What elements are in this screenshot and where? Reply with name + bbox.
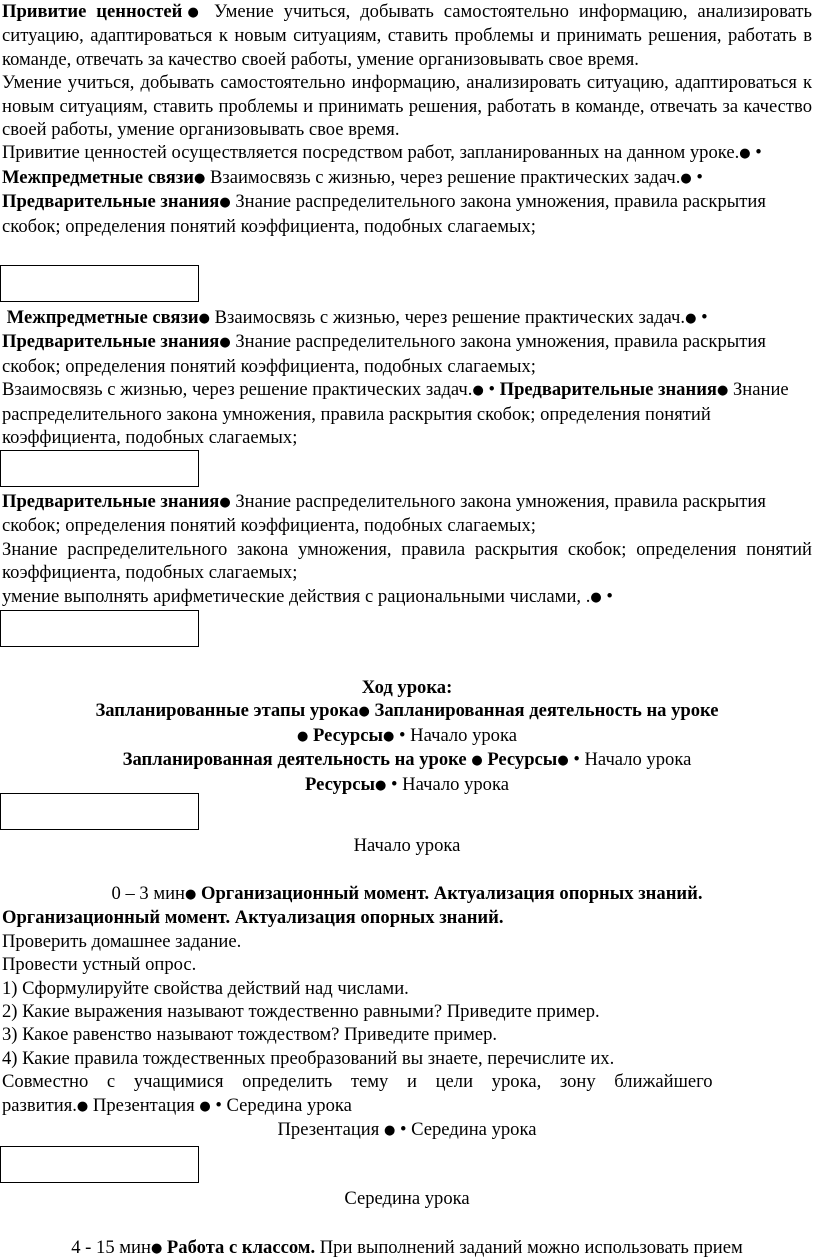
small-bullet-icon: • <box>696 166 703 188</box>
section-values <box>2 0 812 238</box>
start-label <box>2 834 812 857</box>
bullet-icon: ● <box>185 887 197 902</box>
bullet-icon: ● <box>557 753 569 769</box>
paragraph <box>2 585 812 609</box>
bold-term: Запланированная деятельность на уроке <box>122 749 472 771</box>
text: Знание распределительного закона умножения, правила раскрытия скобок; определения понятий коэффициента, подобных слагаемых; <box>2 191 766 237</box>
bold-term: Ресурсы <box>482 749 558 771</box>
bullet-icon: ● <box>182 5 205 20</box>
bullet-icon: ● <box>199 1098 211 1114</box>
bold-term: Предварительные знания <box>499 379 717 401</box>
small-bullet-icon: • <box>755 142 762 164</box>
list-item: 4) Какие правила тождественных преобразований вы знаете, перечислите их. <box>2 1047 615 1069</box>
bold-term: Предварительные знания <box>2 191 220 213</box>
bullet-icon: ● <box>383 728 395 744</box>
bullet-icon: ● <box>383 1123 396 1139</box>
paragraph <box>2 0 812 71</box>
empty-frame-box <box>0 793 199 830</box>
stage-title-line <box>2 882 812 906</box>
paragraph <box>2 1118 812 1142</box>
text: Середина урока <box>221 1094 352 1116</box>
bold-term: Предварительные знания <box>2 331 220 353</box>
text: При выполнений заданий можно использовать прием <box>315 1237 743 1258</box>
lesson-heading <box>2 676 812 699</box>
bullet-icon: ● <box>716 383 729 399</box>
bold-term: Ресурсы <box>304 773 375 795</box>
text: Начало урока <box>397 773 509 795</box>
list-item: 3) Какое равенство называют тождеством? Приведите пример. <box>2 1024 498 1046</box>
paragraph <box>2 724 812 748</box>
text: Умение учиться, добывать самостоятельно информацию, анализировать ситуацию, адаптироваться к новым ситуациям, ставить проблемы и принимать решения, работать в команде, отвечать за качество своей работы, умение организовывать свое время. <box>2 1 813 70</box>
bullet-icon: ● <box>680 170 692 186</box>
text: Знание распределительного закона умножения, правила раскрытия скобок; определения понятий коэффициента, подобных слагаемых; <box>2 331 766 377</box>
small-bullet-icon: • <box>391 773 398 795</box>
list-item: 2) Какие выражения называют тождественно равными? Приведите пример. <box>2 1001 600 1023</box>
bullet-icon: ● <box>472 383 484 399</box>
stage-1 <box>2 882 812 1142</box>
middle-label <box>2 1187 812 1210</box>
bold-term: Запланированная деятельность на уроке <box>369 700 719 722</box>
text: Взаимосвязь с жизнью, через решение практических задач. <box>209 307 686 328</box>
small-bullet-icon: • <box>399 1119 407 1141</box>
stage-2 <box>2 1236 812 1260</box>
section-prior-knowledge <box>2 490 812 609</box>
text: Умение учиться, добывать самостоятельно информацию, анализировать ситуацию, адаптироваться к новым ситуациям, ставить проблемы и принимать решения, работать в команде, отвечать за качество своей работы, умение организовывать свое время. <box>2 72 812 141</box>
text: Середина урока <box>406 1119 537 1141</box>
stage-title-repeat <box>2 906 812 929</box>
bold-term: Межпредметные связи <box>6 307 199 328</box>
bold-term: Предварительные знания <box>2 491 220 512</box>
empty-frame-box <box>0 265 199 302</box>
text: Взаимосвязь с жизнью, через решение практических задач. <box>2 379 473 401</box>
text: Презентация <box>88 1094 200 1116</box>
text: Начало урока <box>353 835 461 856</box>
paragraph <box>2 490 812 538</box>
bullet-icon: ● <box>219 495 231 510</box>
bold-term: Запланированные этапы урока <box>95 700 359 722</box>
text: Презентация <box>277 1119 384 1141</box>
bullet-icon: ● <box>150 1241 163 1256</box>
bold-term: Организационный момент. Актуализация опорных знаний. <box>196 883 703 904</box>
text: Совместно с учащимися определить тему и цели урока, зону ближайшего развития. <box>2 1071 713 1116</box>
empty-frame-box <box>0 450 199 487</box>
paragraph <box>2 378 812 449</box>
bullet-icon: ● <box>685 311 697 326</box>
paragraph <box>2 1070 812 1118</box>
paragraph <box>2 141 812 238</box>
small-bullet-icon: • <box>399 724 406 746</box>
text: Привитие ценностей осуществляется посредством работ, запланированных на данном уроке. <box>2 142 740 164</box>
text: Взаимосвязь с жизнью, через решение практических задач. <box>205 166 681 188</box>
text: Середина урока <box>344 1188 470 1209</box>
small-bullet-icon: • <box>573 749 580 771</box>
small-bullet-icon: • <box>488 379 495 401</box>
paragraph <box>2 699 812 723</box>
text: Знание распределительного закона умножения, правила раскрытия скобок; определения понятий коэффициента, подобных слагаемых; <box>2 379 789 449</box>
list-item: 1) Сформулируйте свойства действий над числами. <box>2 977 409 999</box>
bold-term: Ресурсы <box>312 724 383 746</box>
text: Начало урока <box>579 749 692 771</box>
stage-time: 0 – 3 мин <box>111 883 186 904</box>
bullet-icon: ● <box>590 589 602 605</box>
small-bullet-icon: • <box>701 307 708 328</box>
bold-term: Организационный момент. Актуализация опорных знаний. <box>2 907 504 929</box>
bullet-icon: ● <box>193 170 206 186</box>
bold-term: Привитие ценностей <box>2 1 183 22</box>
list-item: Провести устный опрос. <box>2 954 197 976</box>
empty-frame-box <box>0 1146 199 1183</box>
bullet-icon: ● <box>219 195 231 211</box>
bullet-icon: ● <box>375 777 387 793</box>
text: Знание распределительного закона умножения, правила раскрытия скобок; определения понятий коэффициента, подобных слагаемых; <box>2 491 766 537</box>
heading-text: Ход урока: <box>361 677 453 698</box>
paragraph <box>2 306 812 378</box>
text: Знание распределительного закона умножения, правила раскрытия скобок; определения понятий коэффициента, подобных слагаемых; <box>2 538 812 584</box>
empty-frame-box <box>0 610 199 647</box>
text: умение выполнять арифметические действия с рациональными числами, . <box>2 585 591 607</box>
bold-term: Работа с классом. <box>162 1237 316 1258</box>
bold-term: Межпредметные связи <box>2 166 194 188</box>
stage-title-line <box>2 1236 812 1260</box>
stage-time: 4 - 15 мин <box>71 1237 151 1258</box>
paragraph <box>2 538 812 585</box>
section-interdisciplinary <box>2 306 812 449</box>
bullet-icon: ● <box>296 728 309 744</box>
lesson-header <box>2 676 812 797</box>
paragraph <box>2 71 812 141</box>
paragraph <box>2 748 812 772</box>
small-bullet-icon: • <box>606 585 613 607</box>
bullet-icon: ● <box>219 335 231 351</box>
bullet-icon: ● <box>76 1098 89 1114</box>
small-bullet-icon: • <box>215 1094 222 1116</box>
text: Начало урока <box>405 724 517 746</box>
list-item: Проверить домашнее задание. <box>2 930 242 952</box>
bullet-icon: ● <box>358 704 370 720</box>
bullet-icon: ● <box>198 311 210 326</box>
bullet-icon: ● <box>471 753 483 769</box>
bullet-icon: ● <box>739 146 751 162</box>
